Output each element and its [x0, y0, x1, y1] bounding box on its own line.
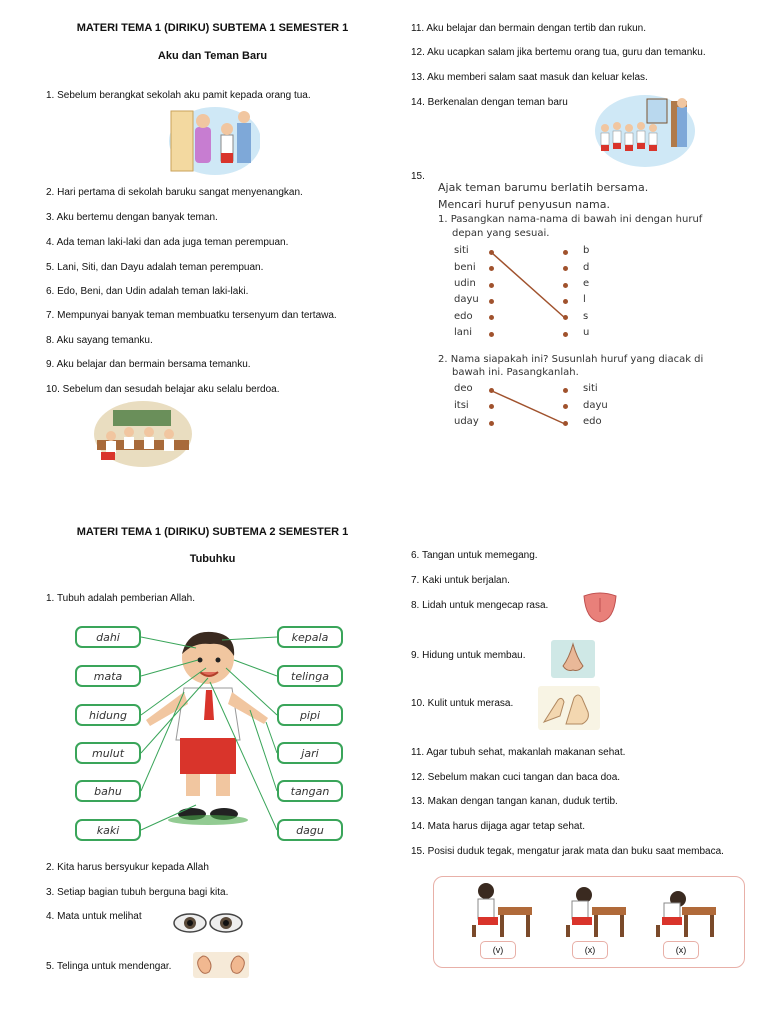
list-item: 14. Berkenalan dengan teman baru	[411, 97, 568, 108]
subheading-tubuhku: Tubuhku	[189, 553, 236, 565]
posture-correct-illustration	[464, 881, 534, 937]
list-item: 11. Agar tubuh sehat, makanlah makanan sehat.	[411, 747, 626, 758]
list-item: 4. Mata untuk melihat	[46, 911, 142, 922]
name-word: siti	[454, 245, 469, 256]
subheading-aku-dan-teman-baru: Aku dan Teman Baru	[157, 50, 268, 62]
item-15-question-2-cont: bawah ini. Pasangkanlah.	[452, 367, 579, 378]
eyes-icon	[172, 910, 244, 936]
list-item: 15. Posisi duduk tegak, mengatur jarak mata dan buku saat membaca.	[411, 846, 724, 857]
hands-icon	[538, 686, 600, 730]
list-item: 8. Aku sayang temanku.	[46, 335, 153, 346]
list-item: 5. Telinga untuk mendengar.	[46, 961, 172, 972]
label-kaki: kaki	[75, 819, 141, 841]
label-tangan: tangan	[277, 780, 343, 802]
heading-subtema-2: MATERI TEMA 1 (DIRIKU) SUBTEMA 2 SEMESTER 1	[76, 526, 349, 538]
letter-word: u	[583, 327, 590, 338]
label-bahu: bahu	[75, 780, 141, 802]
item-15-number: 15.	[411, 171, 425, 182]
label-mata: mata	[75, 665, 141, 687]
answer-word: dayu	[583, 400, 608, 411]
list-item: 1. Tubuh adalah pemberian Allah.	[46, 593, 195, 604]
scrambled-word: deo	[454, 383, 473, 394]
label-mulut: mulut	[75, 742, 141, 764]
list-item: 11. Aku belajar dan bermain dengan tertib dan rukun.	[411, 23, 646, 34]
list-item: 3. Setiap bagian tubuh berguna bagi kita.	[46, 887, 229, 898]
list-item: 9. Aku belajar dan bermain bersama temanku.	[46, 359, 251, 370]
name-word: udin	[454, 278, 476, 289]
list-item: 7. Mempunyai banyak teman membuatku tersenyum dan tertawa.	[46, 310, 337, 321]
list-item: 6. Edo, Beni, dan Udin adalah teman laki-laki.	[46, 286, 249, 297]
heading-subtema-1: MATERI TEMA 1 (DIRIKU) SUBTEMA 1 SEMESTER 1	[76, 22, 349, 34]
label-dahi: dahi	[75, 626, 141, 648]
scrambled-word: uday	[454, 416, 479, 427]
posture-mark: (x)	[663, 941, 699, 959]
label-telinga: telinga	[277, 665, 343, 687]
label-dagu: dagu	[277, 819, 343, 841]
list-item: 4. Ada teman laki-laki dan ada juga teman perempuan.	[46, 237, 289, 248]
item-15-question-2: 2. Nama siapakah ini? Susunlah huruf yang diacak di	[438, 354, 704, 365]
scrambled-word: itsi	[454, 400, 469, 411]
list-item: 7. Kaki untuk berjalan.	[411, 575, 510, 586]
list-item: 10. Sebelum dan sesudah belajar aku selalu berdoa.	[46, 384, 280, 395]
letter-word: e	[583, 278, 590, 289]
list-item: 2. Hari pertama di sekolah baruku sangat menyenangkan.	[46, 187, 303, 198]
list-item: 13. Aku memberi salam saat masuk dan keluar kelas.	[411, 72, 648, 83]
sitting-posture-panel	[433, 876, 745, 968]
item-15-question-1: 1. Pasangkan nama-nama di bawah ini dengan huruf	[438, 214, 703, 225]
list-item: 12. Sebelum makan cuci tangan dan baca doa.	[411, 772, 621, 783]
list-item: 6. Tangan untuk memegang.	[411, 550, 538, 561]
answer-word: edo	[583, 416, 602, 427]
list-item: 3. Aku bertemu dengan banyak teman.	[46, 212, 218, 223]
list-item: 5. Lani, Siti, dan Dayu adalah teman perempuan.	[46, 262, 264, 273]
list-item: 9. Hidung untuk membau.	[411, 650, 526, 661]
list-item: 14. Mata harus dijaga agar tetap sehat.	[411, 821, 586, 832]
label-kepala: kepala	[277, 626, 343, 648]
name-word: lani	[454, 327, 473, 338]
letter-word: b	[583, 245, 590, 256]
list-item: 8. Lidah untuk mengecap rasa.	[411, 600, 549, 611]
item-15-task: Mencari huruf penyusun nama.	[438, 198, 610, 211]
letter-word: l	[583, 294, 586, 305]
list-item: 10. Kulit untuk merasa.	[411, 698, 514, 709]
ears-icon	[193, 952, 249, 978]
name-word: edo	[454, 311, 473, 322]
posture-mark: (v)	[480, 941, 516, 959]
label-hidung: hidung	[75, 704, 141, 726]
posture-wrong-illustration	[558, 881, 628, 937]
list-item: 1. Sebelum berangkat sekolah aku pamit kepada orang tua.	[46, 90, 311, 101]
name-word: beni	[454, 262, 476, 273]
letter-word: d	[583, 262, 590, 273]
list-item: 2. Kita harus bersyukur kepada Allah	[46, 862, 209, 873]
answer-word: siti	[583, 383, 598, 394]
item-15-question-1-cont: depan yang sesuai.	[452, 228, 550, 239]
posture-mark: (x)	[572, 941, 608, 959]
letter-word: s	[583, 311, 589, 322]
list-item: 13. Makan dengan tangan kanan, duduk tertib.	[411, 796, 618, 807]
list-item: 12. Aku ucapkan salam jika bertemu orang tua, guru dan temanku.	[411, 47, 706, 58]
posture-wrong-illustration	[648, 881, 718, 937]
label-jari: jari	[277, 742, 343, 764]
tongue-icon	[580, 590, 620, 624]
name-word: dayu	[454, 294, 479, 305]
item-15-intro: Ajak teman barumu berlatih bersama.	[438, 181, 649, 194]
nose-icon	[551, 640, 595, 678]
label-pipi: pipi	[277, 704, 343, 726]
